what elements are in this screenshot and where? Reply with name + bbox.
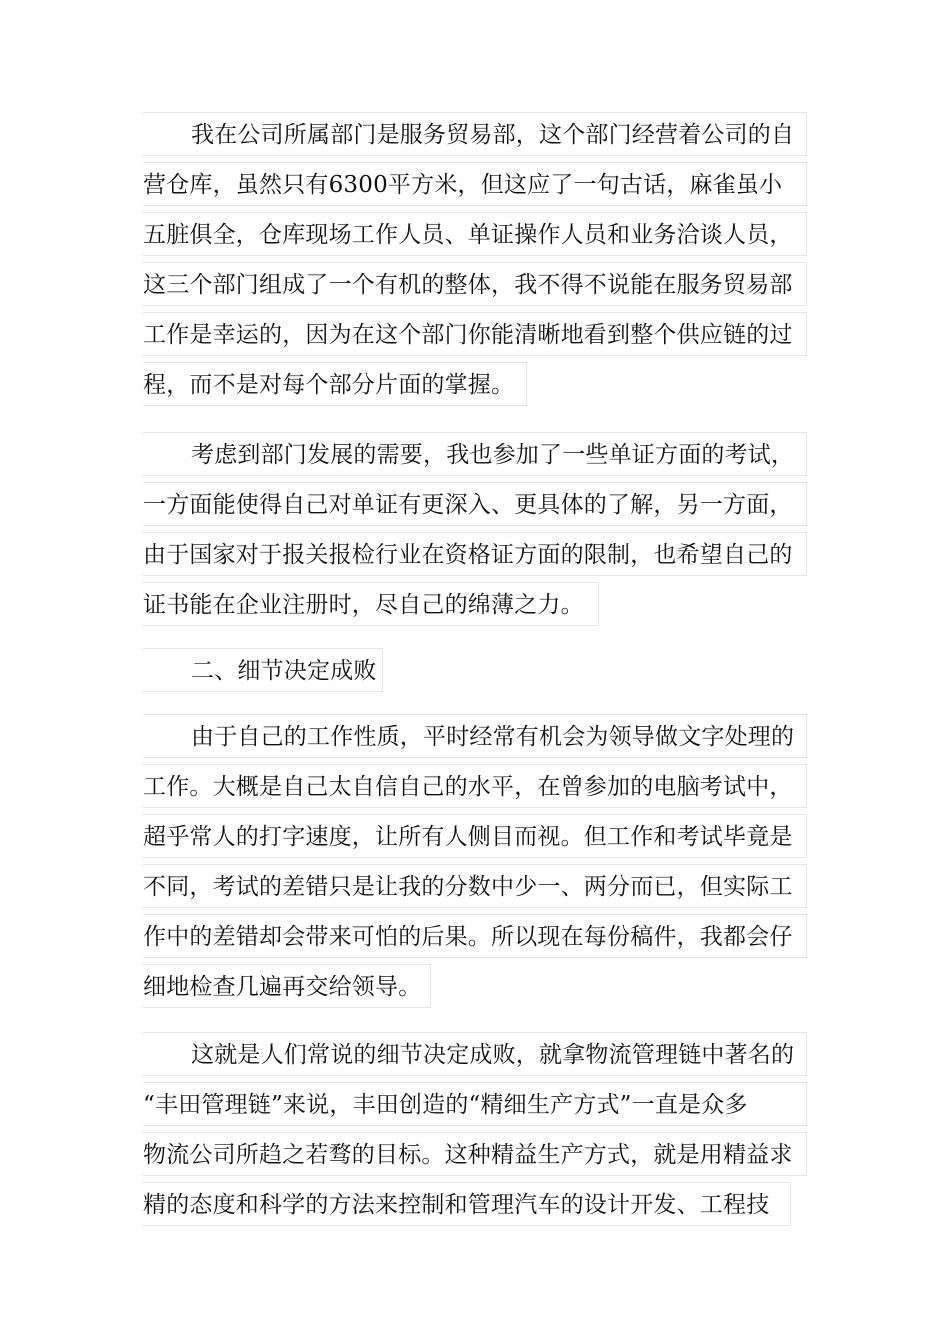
paragraph-1-line-1: 我在公司所属部门是服务贸易部，这个部门经营着公司的自	[143, 112, 807, 156]
paragraph-1-line-4: 这三个部门组成了一个有机的整体，我不得不说能在服务贸易部	[143, 262, 807, 306]
paragraph-3-line-5: 作中的差错却会带来可怕的后果。所以现在每份稿件，我都会仔	[143, 914, 807, 958]
paragraph-1-line-5: 工作是幸运的，因为在这个部门你能清晰地看到整个供应链的过	[143, 312, 807, 356]
paragraph-4-line-2: “丰田管理链”来说，丰田创造的“精细生产方式”一直是众多	[143, 1082, 807, 1126]
paragraph-3-line-2: 工作。大概是自己太自信自己的水平，在曾参加的电脑考试中，	[143, 764, 807, 808]
paragraph-1-line-3: 五脏俱全，仓库现场工作人员、单证操作人员和业务洽谈人员，	[143, 212, 807, 256]
paragraph-2-line-2: 一方面能使得自己对单证有更深入、更具体的了解，另一方面，	[143, 482, 807, 526]
paragraph-4-line-4: 精的态度和科学的方法来控制和管理汽车的设计开发、工程技	[143, 1182, 791, 1226]
paragraph-2-line-3: 由于国家对于报关报检行业在资格证方面的限制，也希望自己的	[143, 532, 807, 576]
paragraph-3-line-6: 细地检查几遍再交给领导。	[143, 964, 431, 1008]
paragraph-1-line-2: 营仓库，虽然只有6300平方米，但这应了一句古话，麻雀虽小	[143, 162, 807, 206]
section-heading: 二、细节决定成败	[143, 648, 383, 692]
paragraph-3-line-4: 不同，考试的差错只是让我的分数中少一、两分而已，但实际工	[143, 864, 807, 908]
paragraph-3-line-1: 由于自己的工作性质，平时经常有机会为领导做文字处理的	[143, 714, 807, 758]
paragraph-3-line-3: 超乎常人的打字速度，让所有人侧目而视。但工作和考试毕竟是	[143, 814, 807, 858]
paragraph-1-line-6: 程，而不是对每个部分片面的掌握。	[143, 362, 527, 406]
paragraph-2-line-1: 考虑到部门发展的需要，我也参加了一些单证方面的考试，	[143, 432, 807, 476]
paragraph-4-line-3: 物流公司所趋之若骛的目标。这种精益生产方式，就是用精益求	[143, 1132, 807, 1176]
paragraph-4-line-1: 这就是人们常说的细节决定成败，就拿物流管理链中著名的	[143, 1032, 807, 1076]
paragraph-2-line-4: 证书能在企业注册时，尽自己的绵薄之力。	[143, 582, 599, 626]
